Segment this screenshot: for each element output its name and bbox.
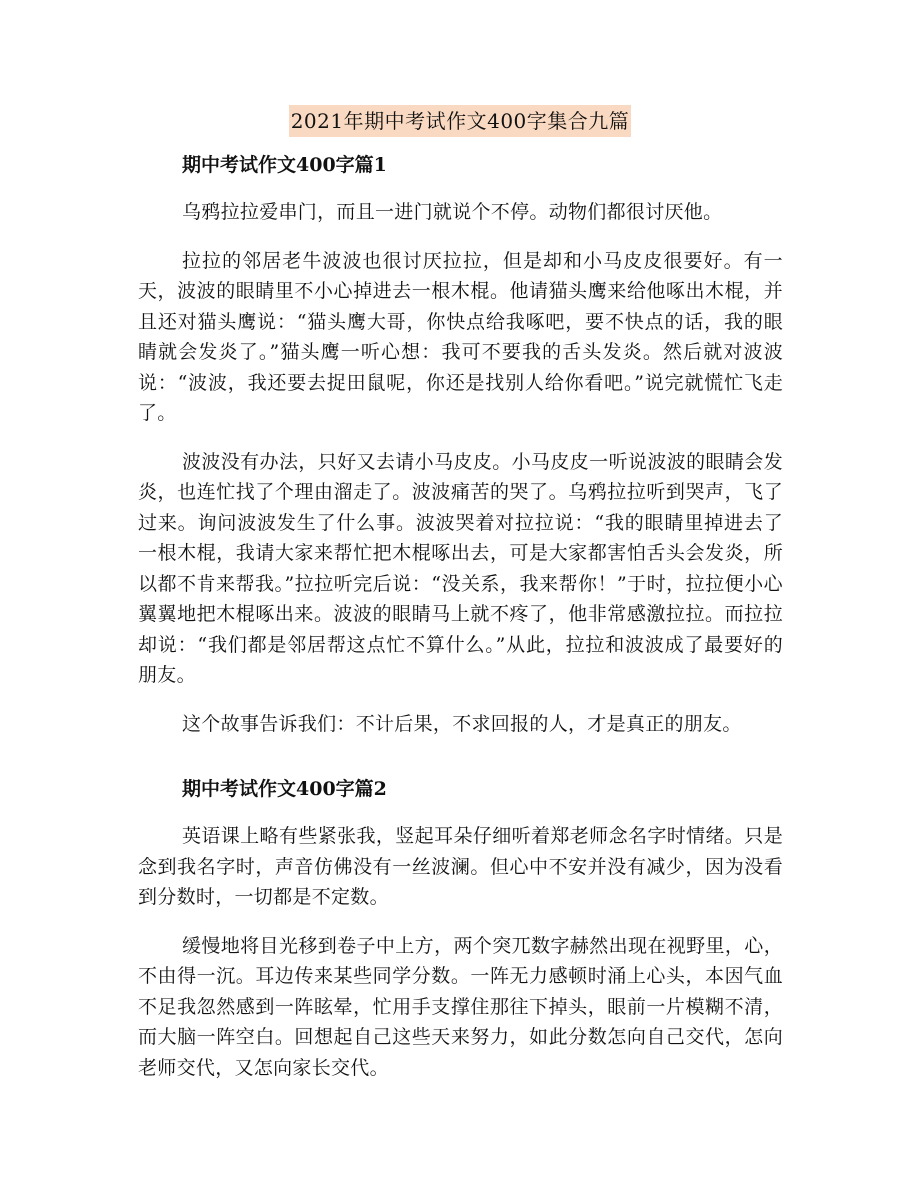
paragraph: 缓慢地将目光移到卷子中上方，两个突兀数字赫然出现在视野里，心，不由得一沉。耳边传来某些同学分数。一阵无力感顿时涌上心头，本因气血不足我忽然感到一阵眩晕，忙用手支撑住那往下掉头，眼前一片模糊不清，而大脑一阵空白。回想起自己这些天来努力，如此分数怎向自己交代，怎向老师交代，又怎向家长交代。 bbox=[138, 934, 783, 1079]
paragraph: 波波没有办法，只好又去请小马皮皮。小马皮皮一听说波波的眼睛会发炎，也连忙找了个理由溜走了。波波痛苦的哭了。乌鸦拉拉听到哭声，飞了过来。询问波波发生了什么事。波波哭着对拉拉说：“我的眼睛里掉进去了一根木棍，我请大家来帮忙把木棍啄出去，可是大家都害怕舌头会发炎，所以都不肯来帮我。”拉拉听完后说：“没关系，我来帮你！”于时，拉拉便小心翼翼地把木棍啄出来。波波的眼睛马上就不疼了，他非常感激拉拉。而拉拉却说：“我们都是邻居帮这点忙不算什么。”从此，拉拉和波波成了最要好的朋友。 bbox=[138, 450, 783, 686]
document-title: 2021年期中考试作文400字集合九篇 bbox=[289, 105, 632, 137]
paragraph: 乌鸦拉拉爱串门，而且一进门就说个不停。动物们都很讨厌他。 bbox=[182, 201, 723, 223]
paragraph: 拉拉的邻居老牛波波也很讨厌拉拉，但是却和小马皮皮很要好。有一天，波波的眼睛里不小心掉进去一根木棍。他请猫头鹰来给他啄出木棍，并且还对猫头鹰说：“猫头鹰大哥，你快点给我啄吧，要不快点的话，我的眼睛就会发炎了。”猫头鹰一听心想：我可不要我的舌头发炎。然后就对波波说：“波波，我还要去捉田鼠呢，你还是找别人给你看吧。”说完就慌忙飞走了。 bbox=[138, 249, 783, 424]
document-body bbox=[138, 150, 783, 1083]
paragraph: 这个故事告诉我们：不计后果，不求回报的人，才是真正的朋友。 bbox=[182, 712, 742, 735]
section-1 bbox=[138, 150, 783, 739]
paragraph: 英语课上略有些紧张我，竖起耳朵仔细听着郑老师念名字时情绪。只是念到我名字时，声音仿佛没有一丝波澜。但心中不安并没有减少，因为没看到分数时，一切都是不定数。 bbox=[138, 825, 783, 908]
section-2 bbox=[138, 774, 783, 1083]
title-container bbox=[0, 105, 920, 137]
section-heading: 期中考试作文400字篇2 bbox=[182, 778, 387, 800]
section-heading: 期中考试作文400字篇1 bbox=[182, 154, 387, 176]
